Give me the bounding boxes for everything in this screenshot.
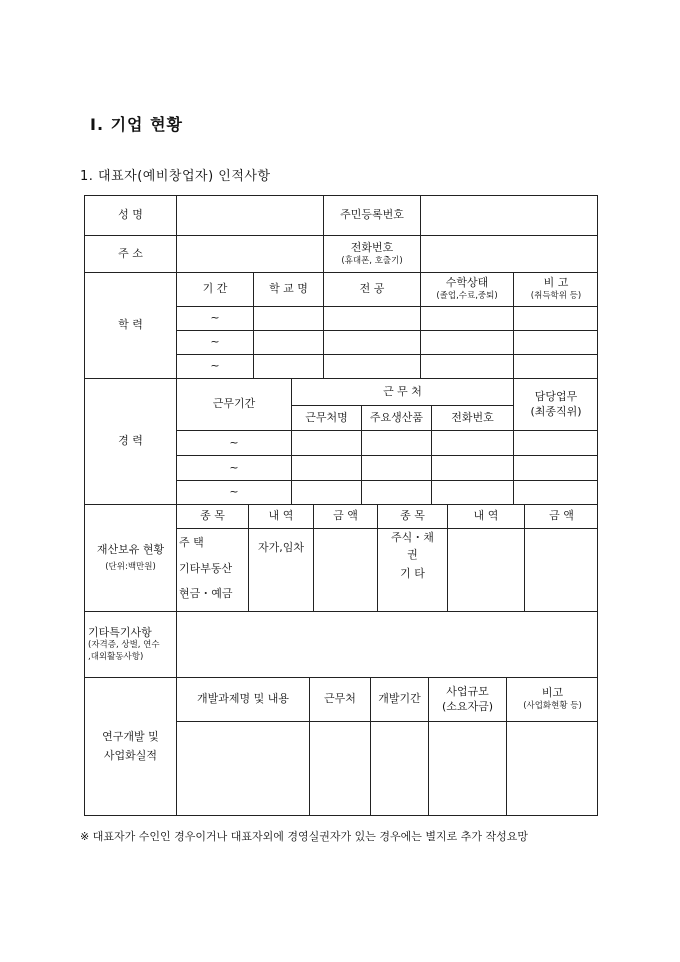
edu-remark-header xyxy=(513,272,598,306)
special-label xyxy=(84,611,176,677)
career-duty-sub: (최종직위) xyxy=(530,404,582,418)
asset-stock-line1: 주식・채 xyxy=(391,531,434,544)
asset-stock-line2: 권 xyxy=(407,547,418,561)
education-label: 학 력 xyxy=(84,272,176,378)
edu-remark-cell[interactable] xyxy=(513,306,598,330)
edu-major-cell[interactable] xyxy=(323,306,420,330)
rnd-remark-sub: (사업화현황 등) xyxy=(523,701,582,712)
asset-cash: 현금・예금 xyxy=(179,586,233,600)
rnd-scale-header xyxy=(428,677,506,721)
rnd-label-main: 연구개발 및 xyxy=(102,730,159,744)
career-company-cell[interactable] xyxy=(291,430,361,455)
assets-items-right xyxy=(377,528,447,611)
edu-school-cell[interactable] xyxy=(253,354,323,378)
edu-status-cell[interactable] xyxy=(420,306,513,330)
edu-remark-cell[interactable] xyxy=(513,330,598,354)
rnd-period-cell[interactable] xyxy=(370,721,428,816)
edu-period-cell[interactable]: ~ xyxy=(176,354,253,378)
asset-other-realestate: 기타부동산 xyxy=(179,561,233,575)
career-duty-header xyxy=(513,378,598,430)
edu-status-main: 수학상태 xyxy=(445,276,489,290)
special-value[interactable] xyxy=(176,611,598,677)
career-period-cell[interactable]: ~ xyxy=(176,455,291,480)
edu-period-header: 기 간 xyxy=(176,272,253,306)
assets-amount-header-2: 금 액 xyxy=(524,504,598,528)
career-duty-main: 담당업무 xyxy=(534,389,578,403)
rnd-label-sub: 사업화실적 xyxy=(103,749,158,762)
career-company-cell[interactable] xyxy=(291,480,361,504)
career-phone-cell[interactable] xyxy=(431,430,513,455)
rnd-scale-sub: (소요자금) xyxy=(441,699,494,713)
career-company-header: 근무처명 xyxy=(291,405,361,430)
assets-items-left xyxy=(176,528,248,611)
career-period-cell[interactable]: ~ xyxy=(176,430,291,455)
edu-status-sub: (졸업,수료,중퇴) xyxy=(436,291,498,302)
assets-amount-header: 금 액 xyxy=(313,504,377,528)
career-duty-cell[interactable] xyxy=(513,455,598,480)
special-label-sub2: ,대외활동사항) xyxy=(88,651,144,662)
assets-detail-cell[interactable] xyxy=(447,528,524,611)
edu-major-header: 전 공 xyxy=(323,272,420,306)
footnote: ※ 대표자가 수인인 경우이거나 대표자외에 경영실권자가 있는 경우에는 별지로 추가 작성요망 xyxy=(80,830,528,843)
edu-school-cell[interactable] xyxy=(253,330,323,354)
career-duty-cell[interactable] xyxy=(513,480,598,504)
career-product-cell[interactable] xyxy=(361,480,431,504)
name-label: 성 명 xyxy=(84,195,176,235)
asset-house-detail: 자가,임차 xyxy=(248,528,313,611)
rnd-scale-main: 사업규모 xyxy=(446,684,489,698)
assets-amount-cell-2[interactable] xyxy=(524,528,598,611)
address-label: 주 소 xyxy=(84,235,176,272)
edu-remark-main: 비 고 xyxy=(543,276,569,290)
rnd-remark-main: 비고 xyxy=(541,686,564,700)
rnd-scale-cell[interactable] xyxy=(428,721,506,816)
career-period-cell[interactable]: ~ xyxy=(176,480,291,504)
reg-no-value[interactable] xyxy=(420,195,598,235)
phone-label-main: 전화번호 xyxy=(350,240,394,254)
name-value[interactable] xyxy=(176,195,323,235)
rnd-remark-cell[interactable] xyxy=(506,721,598,816)
phone-value[interactable] xyxy=(420,235,598,272)
rnd-label xyxy=(84,677,176,816)
career-product-header: 주요생산품 xyxy=(361,405,431,430)
assets-label-main: 재산보유 현황 xyxy=(96,542,165,556)
career-period-header: 근무기간 xyxy=(176,378,291,430)
edu-school-cell[interactable] xyxy=(253,306,323,330)
rnd-remark-header xyxy=(506,677,598,721)
edu-remark-cell[interactable] xyxy=(513,354,598,378)
special-label-main: 기타특기사항 xyxy=(88,625,152,639)
edu-status-cell[interactable] xyxy=(420,330,513,354)
asset-others: 기 타 xyxy=(400,566,425,580)
assets-item-header: 종 목 xyxy=(176,504,248,528)
phone-label xyxy=(323,235,420,272)
rnd-title-cell[interactable] xyxy=(176,721,309,816)
rnd-period-header: 개발기간 xyxy=(370,677,428,721)
career-product-cell[interactable] xyxy=(361,455,431,480)
career-product-cell[interactable] xyxy=(361,430,431,455)
career-label: 경 력 xyxy=(84,378,176,504)
career-phone-cell[interactable] xyxy=(431,455,513,480)
edu-period-cell[interactable]: ~ xyxy=(176,330,253,354)
assets-detail-header: 내 역 xyxy=(248,504,313,528)
career-company-cell[interactable] xyxy=(291,455,361,480)
subsection-title: 1. 대표자(예비창업자) 인적사항 xyxy=(80,169,271,184)
section-title: Ⅰ. 기업 현황 xyxy=(90,115,183,134)
career-phone-cell[interactable] xyxy=(431,480,513,504)
assets-label-sub: (단위:백만원) xyxy=(105,561,156,572)
assets-label xyxy=(84,504,176,611)
rnd-workplace-cell[interactable] xyxy=(309,721,370,816)
edu-major-cell[interactable] xyxy=(323,330,420,354)
address-value[interactable] xyxy=(176,235,323,272)
reg-no-label: 주민등록번호 xyxy=(323,195,420,235)
edu-school-header: 학 교 명 xyxy=(253,272,323,306)
edu-status-header xyxy=(420,272,513,306)
asset-house: 주 택 xyxy=(179,536,204,550)
rnd-title-header: 개발과제명 및 내용 xyxy=(176,677,309,721)
assets-item-header-2: 종 목 xyxy=(377,504,447,528)
edu-period-cell[interactable]: ~ xyxy=(176,306,253,330)
rnd-workplace-header: 근무처 xyxy=(309,677,370,721)
edu-major-cell[interactable] xyxy=(323,354,420,378)
phone-label-sub: (휴대폰, 호출기) xyxy=(341,255,403,266)
assets-amount-cell[interactable] xyxy=(313,528,377,611)
special-label-sub1: (자격증, 상벌, 연수 xyxy=(88,640,160,651)
assets-detail-header-2: 내 역 xyxy=(447,504,524,528)
career-phone-header: 전화번호 xyxy=(431,405,513,430)
edu-status-cell[interactable] xyxy=(420,354,513,378)
edu-remark-sub: (취득학위 등) xyxy=(530,291,582,302)
career-duty-cell[interactable] xyxy=(513,430,598,455)
career-workplace-header: 근 무 처 xyxy=(291,378,513,405)
